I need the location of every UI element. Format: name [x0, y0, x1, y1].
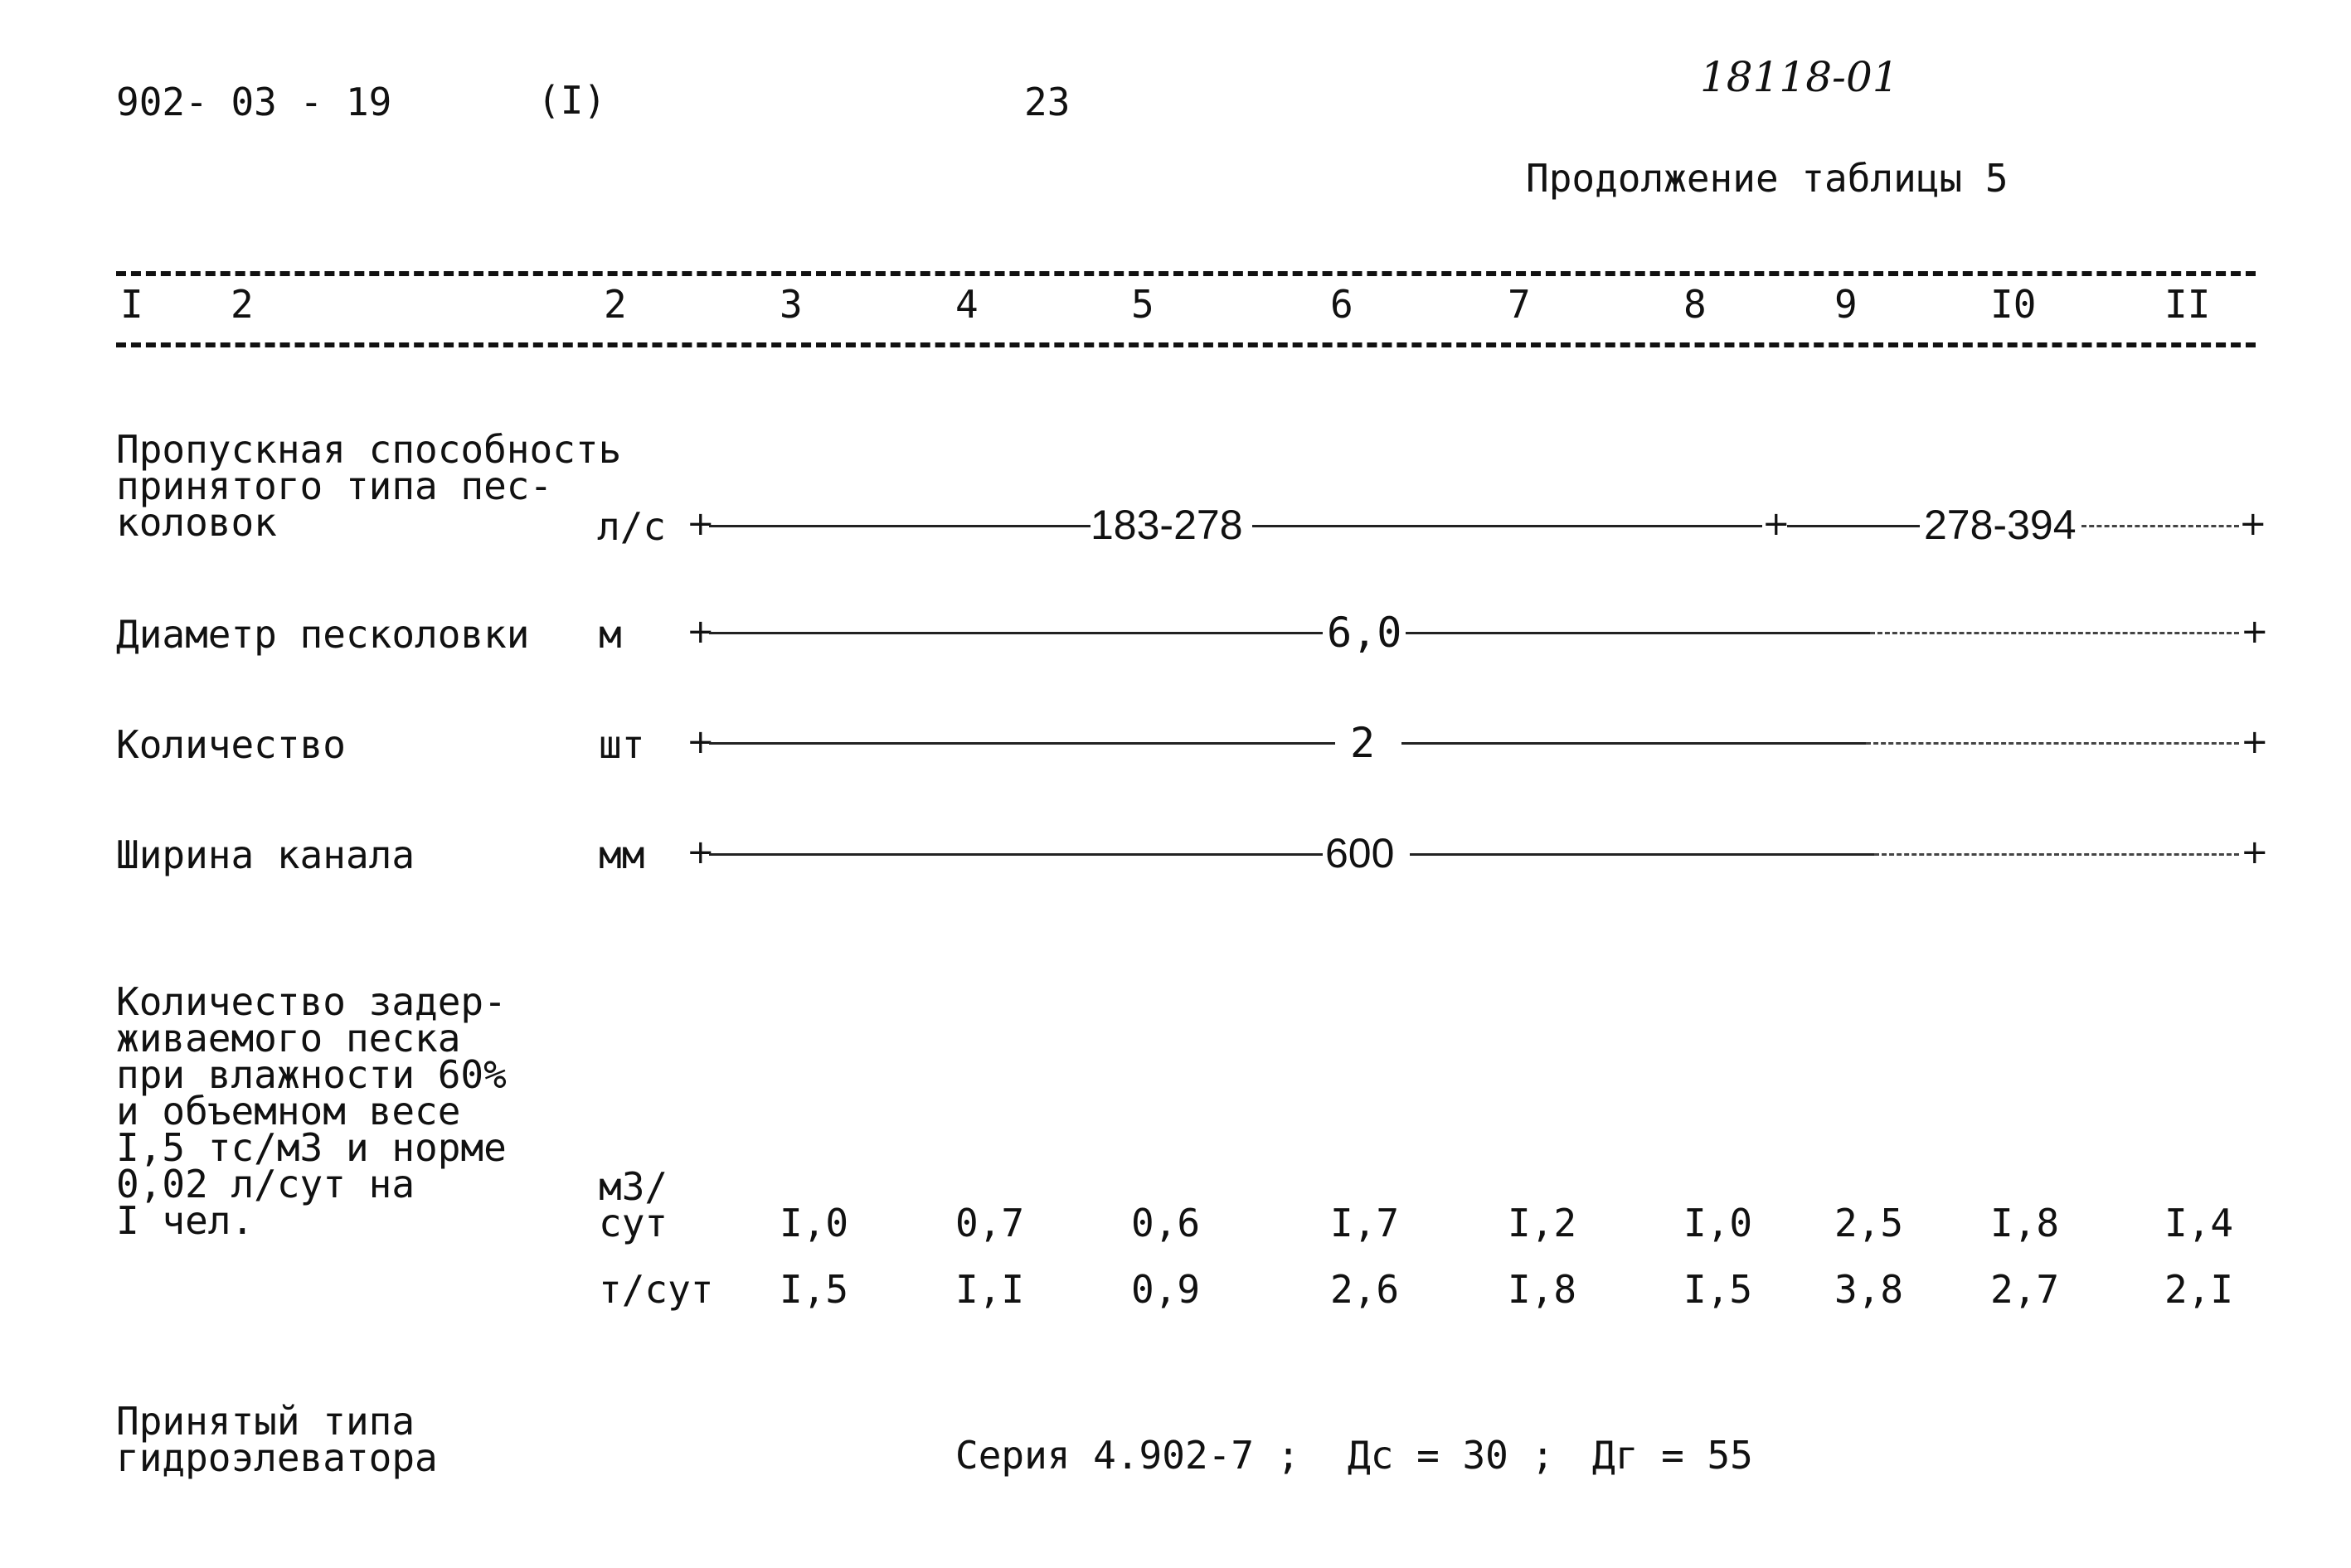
column-header: II: [2164, 282, 2211, 327]
sand-volume-value: I,0: [1683, 1201, 1753, 1245]
row-label-sand: [116, 979, 507, 1243]
sand-mass-value: I,8: [1508, 1267, 1577, 1312]
sand-mass-value: 2,6: [1330, 1267, 1400, 1312]
range-end-tick: +: [2241, 723, 2269, 761]
label-line: гидроэлеватора: [116, 1435, 438, 1480]
sand-volume-value: I,8: [1990, 1201, 2060, 1245]
column-header: 4: [955, 282, 979, 327]
range-end-tick: +: [2241, 833, 2269, 871]
capacity-range-b: 278-394: [1924, 502, 2077, 548]
range-line: [709, 742, 1335, 745]
elevator-dc: Дс = 30 ;: [1348, 1433, 1555, 1478]
range-line: [709, 525, 1090, 527]
range-line: [1874, 853, 2239, 856]
range-line: [1866, 742, 2239, 745]
sand-mass-value: 0,9: [1131, 1267, 1201, 1312]
sand-mass-value: 2,7: [1990, 1267, 2060, 1312]
column-header: 5: [1131, 282, 1154, 327]
row-label-quantity: Количество: [116, 722, 346, 767]
sand-mass-value: 3,8: [1834, 1267, 1904, 1312]
sand-volume-value: I,2: [1508, 1201, 1577, 1245]
unit-channel-width: мм: [599, 833, 645, 877]
range-divider-tick: +: [1762, 505, 1790, 543]
header-bottom-rule: [116, 342, 2256, 347]
sand-volume-value: 2,5: [1834, 1201, 1904, 1245]
unit-quantity: шт: [599, 722, 645, 767]
range-end-tick: +: [2239, 505, 2267, 543]
handwritten-stamp-number: 18118-01: [1700, 53, 1899, 101]
range-line: [2081, 525, 2239, 527]
page-number: 23: [1024, 80, 1071, 124]
label-line: принятого типа пес-: [116, 464, 553, 508]
row-label-diameter: Диаметр песколовки: [116, 612, 530, 657]
range-end-tick: +: [2241, 613, 2269, 651]
range-line: [709, 853, 1323, 856]
label-line: и объемном весе: [116, 1089, 461, 1134]
unit-sand-volume-top: м3/: [599, 1164, 668, 1209]
column-header: 3: [780, 282, 803, 327]
label-line: Принятый типа: [116, 1399, 415, 1444]
column-header: I0: [1990, 282, 2037, 327]
column-header: 2: [231, 282, 254, 327]
table-caption: Продолжение таблицы 5: [1526, 156, 2009, 201]
label-line: Количество задер-: [116, 979, 507, 1024]
part-number: (I): [537, 78, 607, 123]
diameter-value: 6,0: [1327, 609, 1402, 657]
label-line: коловок: [116, 500, 277, 545]
range-start-tick: +: [687, 613, 715, 651]
sand-volume-value: 0,7: [955, 1201, 1025, 1245]
range-line: [1406, 632, 1870, 634]
sand-volume-value: I,4: [2164, 1201, 2234, 1245]
column-header: 2: [604, 282, 627, 327]
unit-capacity: л/с: [597, 504, 667, 549]
range-start-tick: +: [687, 723, 715, 761]
range-line: [1870, 632, 2239, 634]
sand-mass-value: I,5: [1683, 1267, 1753, 1312]
sand-mass-value: I,5: [780, 1267, 849, 1312]
range-line: [709, 632, 1323, 634]
range-line: [1410, 853, 1874, 856]
column-header: 9: [1834, 282, 1858, 327]
unit-diameter: м: [599, 612, 622, 657]
column-header: 7: [1508, 282, 1531, 327]
range-line: [1252, 525, 1762, 527]
elevator-dg: Дг = 55: [1592, 1433, 1753, 1478]
column-header: 6: [1330, 282, 1353, 327]
channel-width-value: 600: [1325, 830, 1395, 876]
sand-mass-value: 2,I: [2164, 1267, 2234, 1312]
sand-volume-value: I,7: [1330, 1201, 1400, 1245]
unit-sand-volume-bottom: сут: [599, 1201, 668, 1245]
range-start-tick: +: [687, 505, 715, 543]
elevator-series: Серия 4.902-7 ;: [955, 1433, 1300, 1478]
quantity-value: 2: [1350, 719, 1376, 767]
column-header: 8: [1683, 282, 1707, 327]
range-line: [1787, 525, 1920, 527]
label-line: I чел.: [116, 1198, 255, 1243]
sand-volume-value: I,0: [780, 1201, 849, 1245]
row-label-channel-width: Ширина канала: [116, 833, 415, 877]
capacity-range-a: 183-278: [1090, 502, 1243, 548]
row-label-capacity: [116, 427, 622, 545]
header-top-rule: [116, 271, 2256, 276]
document-code: 902- 03 - 19: [116, 80, 392, 124]
sand-volume-value: 0,6: [1131, 1201, 1201, 1245]
row-label-elevator: [116, 1399, 438, 1480]
sand-mass-value: I,I: [955, 1267, 1025, 1312]
unit-sand-mass: т/сут: [599, 1267, 714, 1312]
label-line: живаемого песка: [116, 1016, 461, 1061]
label-line: I,5 тс/м3 и норме: [116, 1125, 507, 1170]
range-line: [1401, 742, 1866, 745]
label-line: 0,02 л/сут на: [116, 1162, 415, 1206]
column-header: I: [120, 282, 143, 327]
label-line: при влажности 60%: [116, 1052, 507, 1097]
label-line: Пропускная способность: [116, 427, 622, 472]
range-start-tick: +: [687, 833, 715, 871]
